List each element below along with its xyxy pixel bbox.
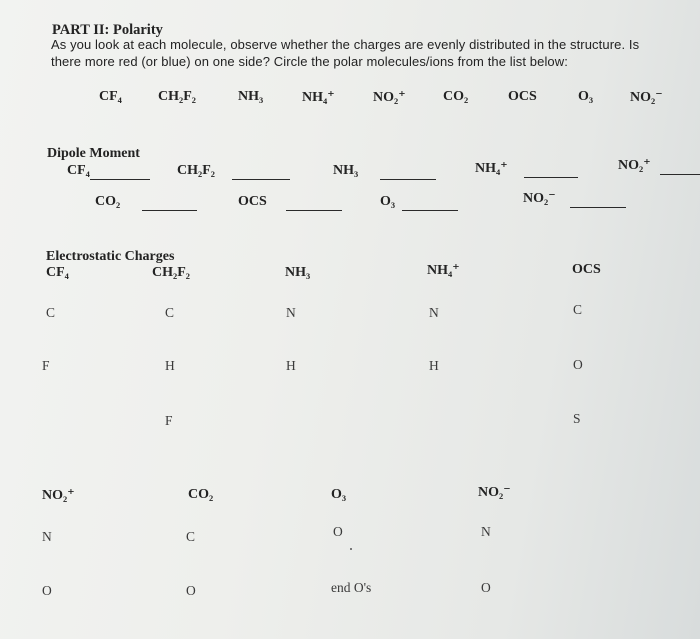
es-no2-minus-atom-n: N xyxy=(481,524,491,539)
dipole-blank-no2-minus[interactable] xyxy=(570,207,626,208)
dipole-label-ch2f2: CH₂F₂ xyxy=(177,163,215,178)
es-no2-minus-atom-o: O xyxy=(481,580,491,595)
instructions-line-2: there more red (or blue) on one side? Circle the polar molecules/ions from the list below: xyxy=(51,54,568,69)
es-nh3-atom-n: N xyxy=(286,305,296,320)
es-molecule-nh4: NH₄⁺ xyxy=(427,263,460,278)
dipole-blank-nh4[interactable] xyxy=(524,177,578,178)
dipole-blank-o3[interactable] xyxy=(402,210,458,211)
es-nh4-atom-h: H xyxy=(429,358,439,373)
es-ocs-atom-s: S xyxy=(573,411,581,426)
dipole-blank-ch2f2[interactable] xyxy=(232,179,290,180)
es-molecule-cf4: CF₄ xyxy=(46,265,69,280)
es-ch2f2-atom-f: F xyxy=(165,413,173,428)
dipole-blank-nh3[interactable] xyxy=(380,179,436,180)
es-nh4-atom-n: N xyxy=(429,305,439,320)
dipole-label-ocs: OCS xyxy=(238,194,267,209)
es-ch2f2-atom-h: H xyxy=(165,358,175,373)
list-item-ocs[interactable]: OCS xyxy=(508,89,537,104)
list-item-nh4[interactable]: NH₄⁺ xyxy=(302,90,335,105)
dipole-label-cf4: CF₄ xyxy=(67,163,90,178)
dipole-label-no2-plus: NO₂⁺ xyxy=(618,158,651,173)
list-item-no2-minus[interactable]: NO₂⁻ xyxy=(630,90,663,105)
list-item-no2-plus[interactable]: NO₂⁺ xyxy=(373,90,406,105)
es-molecule-nh3: NH₃ xyxy=(285,265,311,280)
dipole-label-nh4: NH₄⁺ xyxy=(475,161,508,176)
list-item-co2[interactable]: CO₂ xyxy=(443,89,469,104)
dipole-blank-ocs[interactable] xyxy=(286,210,342,211)
es-cf4-atom-f: F xyxy=(42,358,50,373)
es-ocs-atom-c: C xyxy=(573,302,583,317)
es-co2-atom-c: C xyxy=(186,529,196,544)
es-no2-plus-atom-o: O xyxy=(42,583,52,598)
es-molecule-o3: O₃ xyxy=(331,487,347,502)
es-o3-atom-o: O xyxy=(333,524,343,539)
instructions-line-1: As you look at each molecule, observe whether the charges are evenly distributed in the structure. Is xyxy=(51,37,640,52)
list-item-ch2f2[interactable]: CH₂F₂ xyxy=(158,89,196,104)
list-item-o3[interactable]: O₃ xyxy=(578,89,594,104)
es-co2-atom-o: O xyxy=(186,583,196,598)
dipole-label-o3: O₃ xyxy=(380,194,396,209)
list-item-nh3[interactable]: NH₃ xyxy=(238,89,264,104)
es-no2-plus-atom-n: N xyxy=(42,529,52,544)
dipole-label-co2: CO₂ xyxy=(95,194,121,209)
es-molecule-ch2f2: CH₂F₂ xyxy=(152,265,190,280)
dipole-blank-cf4[interactable] xyxy=(90,179,150,180)
list-item-cf4[interactable]: CF₄ xyxy=(99,89,122,104)
es-molecule-co2: CO₂ xyxy=(188,487,214,502)
es-molecule-ocs: OCS xyxy=(572,262,601,277)
dipole-label-no2-minus: NO₂⁻ xyxy=(523,191,556,206)
dipole-blank-co2[interactable] xyxy=(142,210,197,211)
es-cf4-atom-c: C xyxy=(46,305,56,320)
dipole-blank-no2-plus[interactable] xyxy=(660,174,700,175)
part-title: PART II: Polarity xyxy=(52,22,163,38)
dipole-label-nh3: NH₃ xyxy=(333,163,359,178)
es-nh3-atom-h: H xyxy=(286,358,296,373)
es-ocs-atom-o: O xyxy=(573,357,583,372)
es-molecule-no2-minus: NO₂⁻ xyxy=(478,485,511,500)
es-molecule-no2-plus: NO₂⁺ xyxy=(42,488,75,503)
electrostatic-heading: Electrostatic Charges xyxy=(46,249,175,264)
es-ch2f2-atom-c: C xyxy=(165,305,175,320)
pencil-mark xyxy=(350,548,352,550)
dipole-heading: Dipole Moment xyxy=(47,146,140,161)
es-o3-end-os: end O's xyxy=(331,580,372,595)
